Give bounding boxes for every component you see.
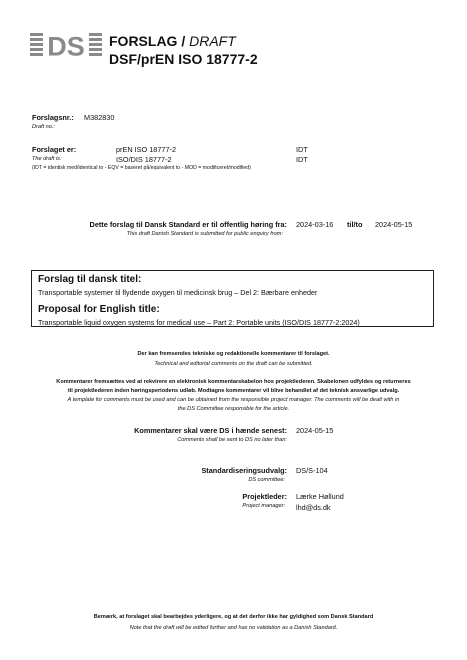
manager-label: Projektleder: [242, 492, 287, 501]
footer-note: Bemærk, at forslaget skal bearbejdes yderligere, og at det derfor ikke har gyldighed som Dansk Standard [93, 614, 374, 620]
title-box [31, 270, 434, 327]
title-main: FORSLAG / [109, 33, 186, 49]
document-number: DSF/prEN ISO 18777-2 [109, 51, 258, 67]
comments-intro-en: Technical and editorial comments on the draft can be submitted. [154, 361, 313, 367]
comments-template-1: Kommentarer fremsættes ved at rekvirere en elektronisk kommentarskabelon hos projektlederen. Skabelonen udfyldes og returneres [56, 379, 411, 385]
comments-intro: Der kan fremsendes tekniske og redaktionelle kommentarer til forslaget. [137, 351, 330, 357]
manager-name: Lærke Høllund [296, 492, 344, 501]
danish-title-heading: Forslag til dansk titel: [38, 274, 142, 285]
deadline-label: Kommentarer skal være DS i hænde senest: [134, 426, 287, 435]
title-draft: DRAFT [189, 33, 236, 49]
draft-is-code-1: IDT [296, 145, 308, 154]
danish-title: Transportable systemer til flydende oxygen til medicinsk brug – Del 2: Bærbare enheder [38, 288, 318, 297]
draft-is-value-2: ISO/DIS 18777-2 [116, 155, 172, 164]
ds-logo [30, 32, 102, 58]
committee-value: DS/S-104 [296, 466, 328, 475]
equivalence-legend: (IDT = identisk med/identical to - EQV = baseret på/equivalent to - MOD = modificeret/modified) [32, 165, 251, 171]
draft-is-value-1: prEN ISO 18777-2 [116, 145, 177, 154]
hearing-label: Dette forslag til Dansk Standard er til offentlig høring fra: [89, 220, 287, 229]
hearing-from-date: 2024-03-16 [296, 220, 334, 229]
deadline-label-en: Comments shall be sent to DS no later than: [177, 437, 287, 443]
page-title [109, 33, 236, 50]
committee-label-en: DS committee: [248, 477, 285, 483]
hearing-label-en: This draft Danish Standard is submitted for public enquiry from: [126, 231, 283, 237]
english-title-heading: Proposal for English title: [38, 304, 160, 315]
draft-number-value: M382830 [84, 113, 115, 122]
deadline-date: 2024-05-15 [296, 426, 334, 435]
manager-email: lhd@ds.dk [296, 503, 331, 512]
committee-label: Standardiseringsudvalg: [201, 466, 287, 475]
draft-is-label: Forslaget er: [32, 145, 77, 154]
draft-number-label-en: Draft no.: [32, 124, 56, 130]
comments-template-1-en: A template for comments must be used and can be obtained from the responsible project manager. The comments will be dealt with in [67, 397, 400, 403]
manager-label-en: Project manager: [242, 503, 285, 509]
draft-is-code-2: IDT [296, 155, 308, 164]
logo-letters: DS [47, 32, 85, 58]
hearing-to-label: til/to [347, 220, 363, 229]
draft-is-label-en: The draft is: [32, 156, 62, 162]
footer-note-en: Note that the draft will be edited further and has no validation as a Danish Standard. [129, 625, 338, 631]
comments-template-2: til projektlederen inden høringsperiodens udløb. Modtagne kommentarer vil blive behandlet af det teknisk ansvarlige udvalg. [67, 388, 400, 394]
hearing-to-date: 2024-05-15 [375, 220, 413, 229]
comments-template-2-en: the DS Committee responsible for the article. [177, 406, 290, 412]
english-title: Transportable liquid oxygen systems for medical use – Part 2: Portable units (ISO/DIS 18777-2:2024) [38, 318, 360, 327]
draft-number-label: Forslagsnr.: [32, 113, 74, 122]
